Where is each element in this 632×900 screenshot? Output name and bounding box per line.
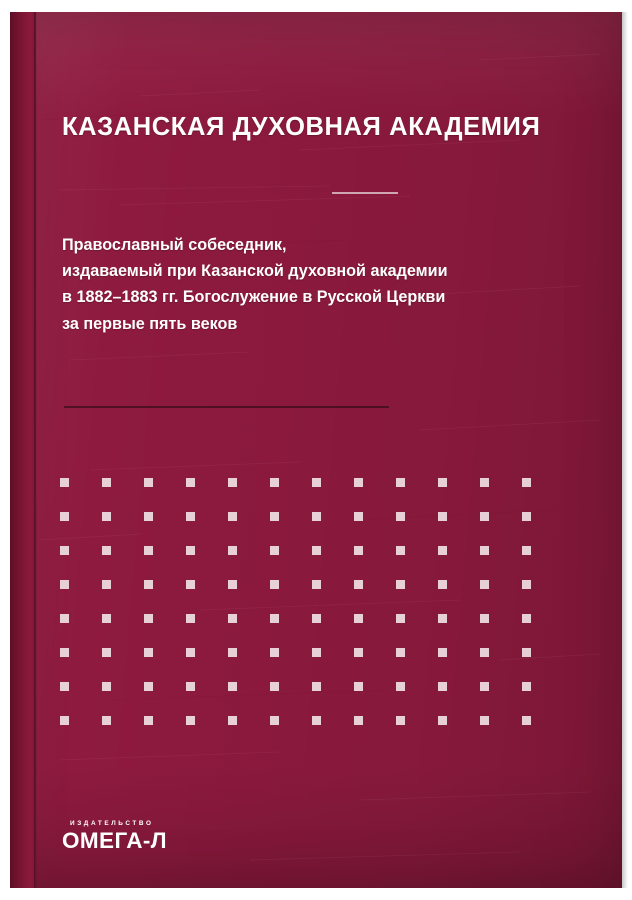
dot-grid-dot bbox=[480, 614, 489, 623]
dot-grid-dot bbox=[228, 478, 237, 487]
dot-grid-dot bbox=[522, 478, 531, 487]
dot-grid-dot bbox=[102, 716, 111, 725]
dot-grid-dot bbox=[102, 682, 111, 691]
dot-grid-dot bbox=[270, 682, 279, 691]
dot-grid-dot bbox=[480, 512, 489, 521]
dot-grid-dot bbox=[438, 478, 447, 487]
dot-grid-dot bbox=[396, 648, 405, 657]
subtitle-line-3: в 1882–1883 гг. Богослужение в Русской Церкви bbox=[62, 288, 446, 307]
dot-grid-dot bbox=[438, 716, 447, 725]
divider-long bbox=[64, 406, 389, 408]
dot-grid-dot bbox=[354, 648, 363, 657]
dot-grid-dot bbox=[228, 682, 237, 691]
dot-grid-dot bbox=[144, 716, 153, 725]
dot-grid-dot bbox=[480, 478, 489, 487]
dot-grid-dot bbox=[312, 546, 321, 555]
book-main-title: КАЗАНСКАЯ ДУХОВНАЯ АКАДЕМИЯ bbox=[62, 113, 541, 141]
dot-grid-dot bbox=[144, 546, 153, 555]
dot-grid-dot bbox=[438, 580, 447, 589]
dot-grid-dot bbox=[186, 716, 195, 725]
dot-grid-dot bbox=[60, 478, 69, 487]
dot-grid-dot bbox=[102, 614, 111, 623]
dot-grid-dot bbox=[60, 512, 69, 521]
dot-grid-dot bbox=[228, 716, 237, 725]
dot-grid-dot bbox=[228, 546, 237, 555]
dot-grid-dot bbox=[60, 682, 69, 691]
dot-grid-dot bbox=[396, 716, 405, 725]
dot-grid-dot bbox=[354, 716, 363, 725]
publisher-logo bbox=[62, 820, 167, 854]
dot-grid-dot bbox=[144, 648, 153, 657]
subtitle-line-2: издаваемый при Казанской духовной академии bbox=[62, 262, 448, 281]
dot-grid-dot bbox=[312, 478, 321, 487]
dot-grid-dot bbox=[438, 614, 447, 623]
subtitle-line-1: Православный собеседник, bbox=[62, 236, 287, 254]
dot-grid-dot bbox=[102, 580, 111, 589]
dot-grid-dot bbox=[396, 478, 405, 487]
dot-grid-dot bbox=[438, 512, 447, 521]
dot-grid-dot bbox=[102, 648, 111, 657]
dot-grid-dot bbox=[312, 716, 321, 725]
publisher-eyebrow: ИЗДАТЕЛЬСТВО bbox=[70, 820, 154, 827]
dot-grid-dot bbox=[354, 682, 363, 691]
dot-grid-dot bbox=[60, 648, 69, 657]
dot-grid-dot bbox=[102, 546, 111, 555]
dot-grid-dot bbox=[312, 614, 321, 623]
dot-grid-dot bbox=[144, 682, 153, 691]
dot-grid-dot bbox=[186, 648, 195, 657]
dot-grid-dot bbox=[480, 580, 489, 589]
dot-grid-dot bbox=[480, 682, 489, 691]
dot-grid-dot bbox=[270, 580, 279, 589]
dot-grid-dot bbox=[60, 580, 69, 589]
dot-grid-dot bbox=[228, 512, 237, 521]
dot-grid-dot bbox=[312, 512, 321, 521]
dot-grid-dot bbox=[186, 478, 195, 487]
dot-grid-dot bbox=[522, 512, 531, 521]
dot-grid-dot bbox=[438, 546, 447, 555]
dot-grid-dot bbox=[186, 682, 195, 691]
dot-grid-dot bbox=[354, 580, 363, 589]
dot-grid-dot bbox=[522, 546, 531, 555]
dot-grid-dot bbox=[144, 478, 153, 487]
page-block-edge bbox=[622, 12, 628, 888]
dot-grid-dot bbox=[480, 716, 489, 725]
dot-grid-dot bbox=[270, 716, 279, 725]
dot-grid-dot bbox=[102, 478, 111, 487]
dot-grid-dot bbox=[270, 546, 279, 555]
dot-grid-dot bbox=[60, 614, 69, 623]
dot-grid-dot bbox=[396, 512, 405, 521]
dot-grid-dot bbox=[270, 614, 279, 623]
dot-grid-dot bbox=[312, 580, 321, 589]
dot-grid-dot bbox=[480, 648, 489, 657]
dot-grid-dot bbox=[522, 580, 531, 589]
dot-grid-dot bbox=[60, 546, 69, 555]
dot-grid-dot bbox=[270, 512, 279, 521]
dot-grid-dot bbox=[522, 614, 531, 623]
dot-grid-dot bbox=[522, 648, 531, 657]
divider-short bbox=[332, 192, 398, 194]
dot-grid-dot bbox=[354, 512, 363, 521]
spine-hinge bbox=[10, 12, 36, 888]
dot-grid-dot bbox=[396, 546, 405, 555]
subtitle-line-4: за первые пять веков bbox=[62, 314, 238, 333]
cover-content bbox=[62, 0, 582, 900]
dot-grid-dot bbox=[270, 648, 279, 657]
dot-grid-dot bbox=[228, 580, 237, 589]
dot-grid-dot bbox=[144, 614, 153, 623]
dot-grid-dot bbox=[102, 512, 111, 521]
dot-grid-dot bbox=[144, 512, 153, 521]
dot-grid-dot bbox=[312, 682, 321, 691]
book-subtitle bbox=[62, 232, 532, 337]
dot-grid-dot bbox=[396, 580, 405, 589]
dot-grid-dot bbox=[480, 546, 489, 555]
publisher-name: ОМЕГА-Л bbox=[62, 828, 167, 853]
decorative-dot-grid bbox=[60, 478, 570, 728]
dot-grid-dot bbox=[354, 614, 363, 623]
dot-grid-dot bbox=[186, 580, 195, 589]
dot-grid-dot bbox=[186, 546, 195, 555]
dot-grid-dot bbox=[354, 478, 363, 487]
dot-grid-dot bbox=[522, 716, 531, 725]
dot-grid-dot bbox=[396, 682, 405, 691]
dot-grid-dot bbox=[438, 682, 447, 691]
dot-grid-dot bbox=[186, 614, 195, 623]
dot-grid-dot bbox=[312, 648, 321, 657]
dot-grid-dot bbox=[354, 546, 363, 555]
dot-grid-dot bbox=[396, 614, 405, 623]
dot-grid-dot bbox=[438, 648, 447, 657]
dot-grid-dot bbox=[186, 512, 195, 521]
dot-grid-dot bbox=[228, 648, 237, 657]
dot-grid-dot bbox=[228, 614, 237, 623]
dot-grid-dot bbox=[144, 580, 153, 589]
spine-hinge-shadow bbox=[34, 12, 37, 888]
dot-grid-dot bbox=[60, 716, 69, 725]
dot-grid-dot bbox=[270, 478, 279, 487]
dot-grid-dot bbox=[522, 682, 531, 691]
